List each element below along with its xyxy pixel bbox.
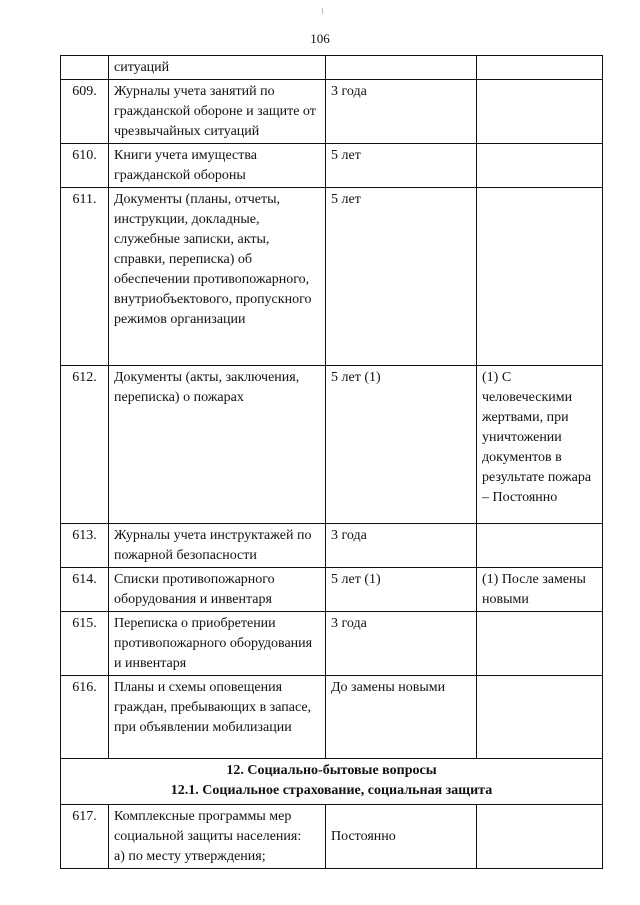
table-row	[61, 366, 603, 524]
page-number: 106	[310, 31, 330, 46]
row-number	[61, 56, 109, 80]
row-note	[477, 144, 603, 188]
row-title	[109, 805, 326, 869]
row-title: Документы (акты, заключения, переписка) о пожарах	[109, 366, 326, 524]
row-note	[477, 612, 603, 676]
row-note: (1) После замены новыми	[477, 568, 603, 612]
row-retention-term	[326, 56, 477, 80]
row-note	[477, 56, 603, 80]
row-number: 616.	[61, 676, 109, 759]
row-retention-term	[326, 805, 477, 869]
row-note	[477, 524, 603, 568]
row-number: 613.	[61, 524, 109, 568]
row-number: 609.	[61, 80, 109, 144]
row-title: Переписка о приобретении противопожарного оборудования и инвентаря	[109, 612, 326, 676]
row-title: Планы и схемы оповещения граждан, пребывающих в запасе, при объявлении мобилизации	[109, 676, 326, 759]
row-title: ситуаций	[109, 56, 326, 80]
scan-mark	[322, 8, 323, 14]
row-number: 611.	[61, 188, 109, 366]
table-row	[61, 56, 603, 80]
row-retention-term-text: Постоянно	[331, 829, 396, 844]
row-retention-term: До замены новыми	[326, 676, 477, 759]
row-retention-term: 3 года	[326, 524, 477, 568]
row-title: Журналы учета занятий по гражданской обороне и защите от чрезвычайных ситуаций	[109, 80, 326, 144]
table-row	[61, 80, 603, 144]
table-row	[61, 144, 603, 188]
row-retention-term: 5 лет	[326, 144, 477, 188]
row-retention-term: 3 года	[326, 80, 477, 144]
row-number: 612.	[61, 366, 109, 524]
row-retention-term: 3 года	[326, 612, 477, 676]
table-row	[61, 805, 603, 869]
row-number: 615.	[61, 612, 109, 676]
row-note	[477, 188, 603, 366]
row-title: Журналы учета инструктажей по пожарной безопасности	[109, 524, 326, 568]
row-title: Списки противопожарного оборудования и инвентаря	[109, 568, 326, 612]
row-number: 614.	[61, 568, 109, 612]
section-heading: 12. Социально-бытовые вопросы	[226, 763, 437, 778]
section-header	[61, 759, 603, 805]
table-row	[61, 524, 603, 568]
row-retention-term: 5 лет	[326, 188, 477, 366]
row-title: Документы (планы, отчеты, инструкции, докладные, служебные записки, акты, справки, переписка) об обеспечении противопожарного, внутриобъектового, пропускного режимов организации	[109, 188, 326, 366]
row-title-line: Комплексные программы мер социальной защиты населения:	[114, 809, 302, 844]
section-header-row	[61, 759, 603, 805]
row-note: (1) С человеческими жертвами, при уничтожении документов в результате пожара – Постоянно	[477, 366, 603, 524]
row-title: Книги учета имущества гражданской обороны	[109, 144, 326, 188]
table-row	[61, 188, 603, 366]
row-retention-term: 5 лет (1)	[326, 568, 477, 612]
table-row	[61, 676, 603, 759]
row-note	[477, 80, 603, 144]
records-retention-table	[60, 55, 603, 869]
section-subheading: 12.1. Социальное страхование, социальная защита	[170, 783, 493, 798]
row-retention-term: 5 лет (1)	[326, 366, 477, 524]
row-note	[477, 805, 603, 869]
row-number: 610.	[61, 144, 109, 188]
row-note	[477, 676, 603, 759]
row-number: 617.	[61, 805, 109, 869]
table-row	[61, 568, 603, 612]
table-row	[61, 612, 603, 676]
row-title-line: а) по месту утверждения;	[114, 849, 266, 864]
